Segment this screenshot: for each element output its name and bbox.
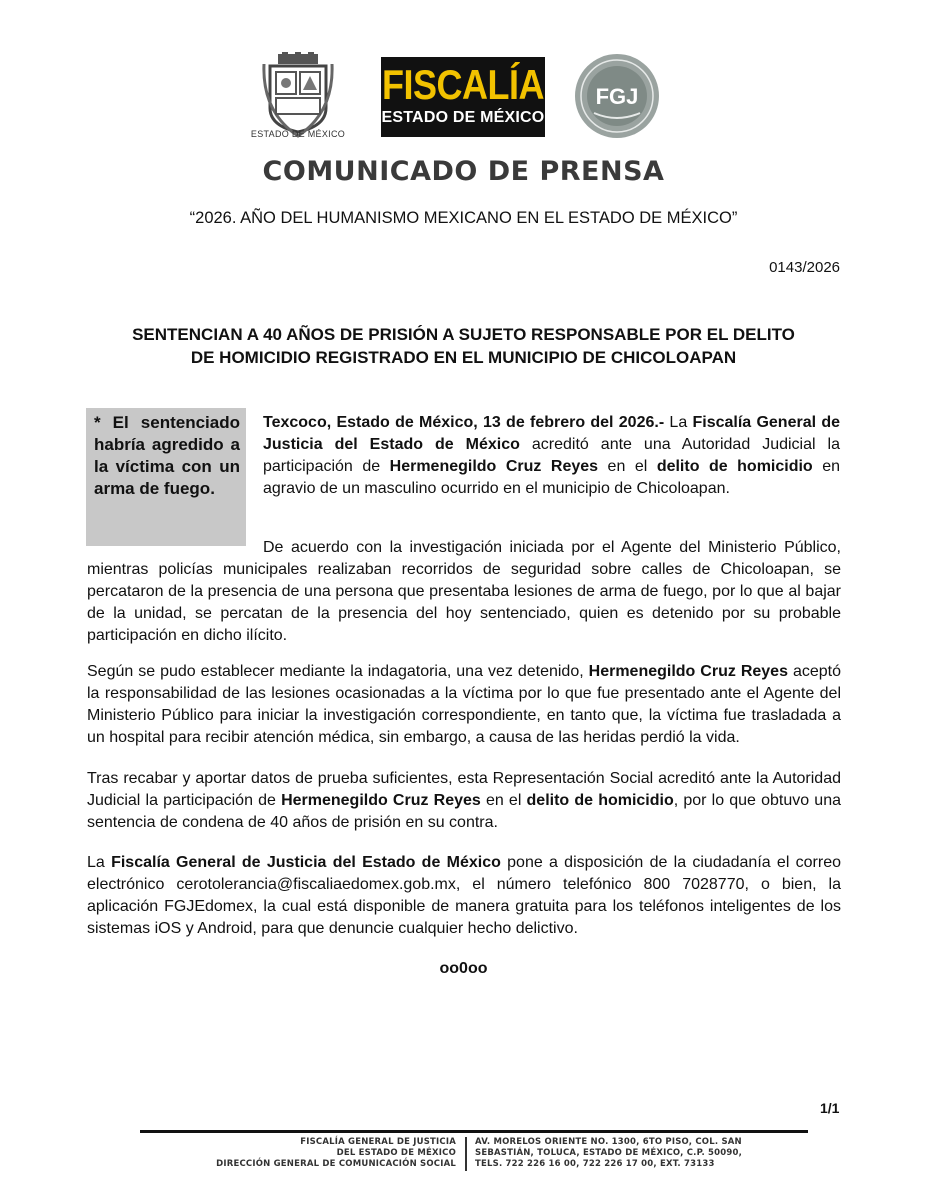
press-release-title: COMUNICADO DE PRENSA	[262, 156, 665, 187]
headline-line-1: SENTENCIAN A 40 AÑOS DE PRISIÓN A SUJETO RESPONSABLE POR EL DELITO	[132, 325, 795, 344]
footer-institution	[196, 1137, 456, 1170]
headline	[60, 323, 867, 369]
paragraph-text: La	[87, 854, 112, 871]
paragraph-detention	[87, 661, 841, 749]
fiscalia-logo	[381, 57, 545, 137]
paragraph-text: aceptó la responsabilidad de las lesiones ocasionadas a la víctima por lo que fue presentado ante el Agente del Ministerio Público para iniciar la investigación correspondiente, en tanto que, la víctima fue trasladada a un hospital para recibir atención médica, sin embargo, a causa de las heridas perdió la vida.	[87, 663, 841, 746]
fgj-seal-logo	[574, 53, 660, 139]
paragraph-text: , por lo que obtuvo una sentencia de condena de 40 años de prisión en su contra.	[87, 792, 842, 831]
paragraph-text: Según se pudo establecer mediante la indagatoria, una vez detenido,	[87, 663, 589, 680]
summary-text: * El sentenciado habría agredido a la víctima con un arma de fuego.	[94, 413, 240, 498]
footer-rule	[140, 1130, 808, 1133]
paragraph-sentence	[87, 768, 841, 834]
closing-mark: oo0oo	[439, 960, 488, 977]
footer-line: SEBASTIÁN, TOLUCA, ESTADO DE MÉXICO, C.P. 50090,	[475, 1148, 743, 1158]
lead-bold-crime: delito de homicidio	[656, 458, 813, 475]
fgj-seal-text: FGJ	[595, 84, 639, 109]
lead-text: La	[664, 414, 693, 431]
lead-text: en agravio de un masculino ocurrido en el municipio de Chicoloapan.	[263, 458, 841, 497]
headline-line-2: DE HOMICIDIO REGISTRADO EN EL MUNICIPIO DE CHICOLOAPAN	[190, 348, 737, 367]
lead-text: en el	[598, 458, 657, 475]
lead-bold-fiscalia: Fiscalía General de Justicia del Estado de México	[263, 414, 840, 453]
lead-paragraph	[263, 412, 840, 500]
dateline: Texcoco, Estado de México, 13 de febrero del 2026.-	[263, 414, 665, 431]
paragraph-text: Tras recabar y aportar datos de prueba suficientes, esta Representación Social acreditó ante la Autoridad Judicial la participación de	[87, 770, 841, 809]
footer-line: AV. MORELOS ORIENTE NO. 1300, 6TO PISO, COL. SAN	[475, 1137, 742, 1147]
paragraph-contact	[87, 852, 841, 940]
footer-address	[475, 1137, 795, 1170]
bulletin-number: 0143/2026	[769, 259, 840, 276]
estado-de-mexico-caption: ESTADO DE MÉXICO	[250, 129, 346, 139]
page-count: 1/1	[820, 1100, 840, 1116]
footer-line: DEL ESTADO DE MÉXICO	[336, 1148, 456, 1158]
fiscalia-logo-word: FISCALÍA	[382, 60, 544, 108]
paragraph-bold-name: Hermenegildo Cruz Reyes	[281, 792, 481, 809]
paragraph-bold-fiscalia: Fiscalía General de Justicia del Estado de México	[111, 854, 501, 871]
footer-line: TELS. 722 226 16 00, 722 226 17 00, EXT. 73133	[475, 1159, 715, 1169]
fiscalia-logo-subtitle: ESTADO DE MÉXICO	[381, 109, 545, 126]
paragraph-bold-crime: delito de homicidio	[526, 792, 674, 809]
lead-text: acreditó ante una Autoridad Judicial la participación de	[263, 436, 840, 475]
footer-separator	[465, 1137, 467, 1171]
year-motto: “2026. AÑO DEL HUMANISMO MEXICANO EN EL ESTADO DE MÉXICO”	[189, 209, 738, 227]
footer-line: FISCALÍA GENERAL DE JUSTICIA	[300, 1137, 456, 1147]
paragraph-investigation: De acuerdo con la investigación iniciada por el Agente del Ministerio Público, mientras policías municipales realizaban recorridos de seguridad sobre calles de Chicoloapan, se percataron de la presencia de una persona que presentaba lesiones de arma de fuego, por lo que al bajar de la unidad, se percatan de la presencia del hoy sentenciado, quien es detenido por su probable participación en dicho ilícito.	[87, 539, 841, 644]
paragraph-bold-name: Hermenegildo Cruz Reyes	[588, 663, 788, 680]
lead-bold-name: Hermenegildo Cruz Reyes	[389, 458, 599, 475]
paragraph-text: pone a disposición de la ciudadanía el correo electrónico cerotolerancia@fiscaliaedomex.gob.mx, el número telefónico 800 7028770, o bien, la aplicación FGJEdomex, la cual está disponible de manera gratuita para los teléfonos inteligentes de los sistemas iOS y Android, para que denuncie cualquier hecho delictivo.	[87, 854, 841, 937]
paragraph-text: en el	[480, 792, 527, 809]
footer-line: DIRECCIÓN GENERAL DE COMUNICACIÓN SOCIAL	[216, 1159, 456, 1169]
